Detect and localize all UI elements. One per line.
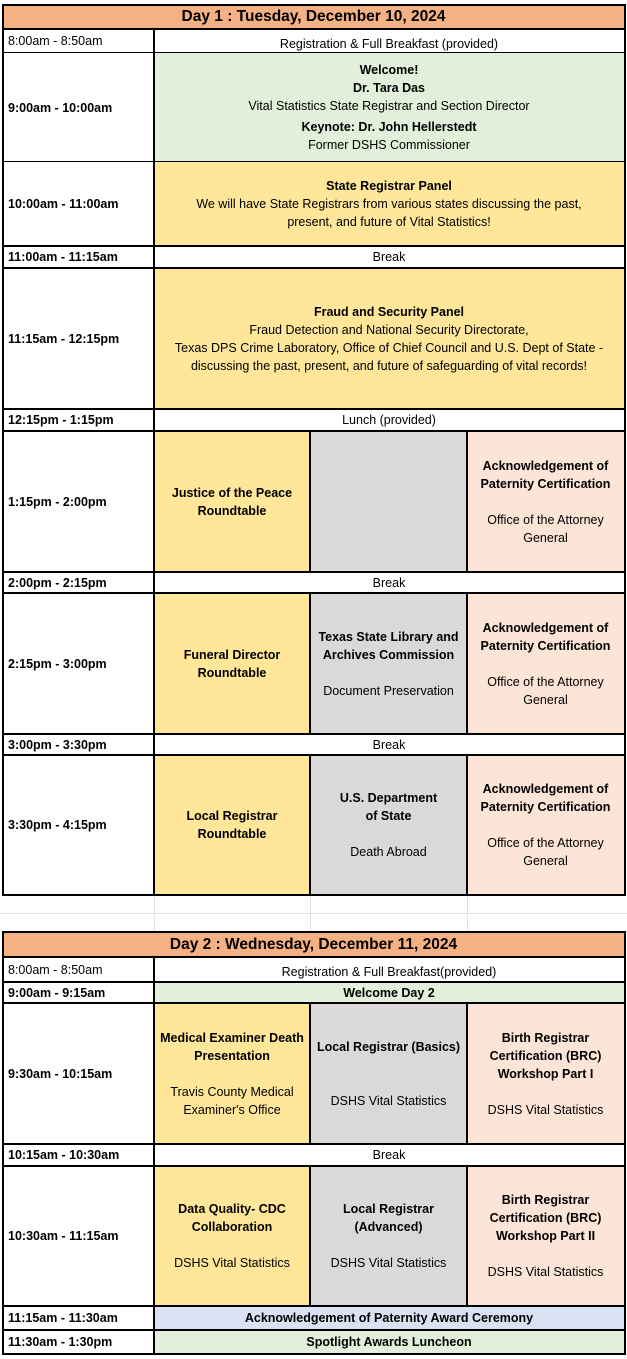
session-aop-certification [467, 431, 624, 572]
time-cell: 10:30am - 11:15am [8, 1229, 119, 1243]
session-title: Birth Registrar Certification (BRC) Workshop Part II [489, 1193, 602, 1243]
time-cell: 11:15am - 11:30am [8, 1311, 118, 1325]
session-presenter: Document Preservation [323, 683, 454, 698]
time-cell: 8:00am - 8:50am [8, 34, 103, 48]
speaker-title: Vital Statistics State Registrar and Section Director [248, 99, 530, 113]
session-aop-certification [467, 755, 624, 895]
session-empty [310, 431, 467, 572]
time-cell: 11:30am - 1:30pm [8, 1335, 113, 1349]
time-cell: 11:15am - 12:15pm [8, 331, 120, 346]
session-presenter: DSHS Vital Statistics [487, 1102, 604, 1117]
session-welcome [154, 53, 624, 162]
session-description: We will have State Registrars from various states discussing the past, [196, 197, 582, 211]
session-funeral-roundtable: Funeral Director Roundtable [154, 593, 310, 734]
session-brc-workshop-2 [467, 1166, 624, 1306]
session-spotlight-luncheon: Spotlight Awards Luncheon [154, 1330, 624, 1354]
session-tslac [310, 593, 467, 734]
session-jp-roundtable: Justice of the Peace Roundtable [154, 431, 310, 572]
session-title: Fraud and Security Panel [313, 304, 465, 319]
session-aop-certification [467, 593, 624, 734]
session-title: Medical Examiner Death Presentation [160, 1030, 304, 1063]
session-title: Acknowledgement of Paternity Certification [480, 458, 611, 491]
session-us-state-dept [310, 755, 467, 895]
session-break: Break [372, 1148, 406, 1162]
session-presenter: Death Abroad [350, 845, 427, 859]
session-title: U.S. Department of State [339, 791, 438, 823]
session-local-registrar-roundtable: Local Registrar Roundtable [154, 755, 310, 895]
session-welcome-day2: Welcome Day 2 [154, 982, 624, 1003]
time-cell: 2:15pm - 3:00pm [8, 656, 107, 671]
session-state-registrar-panel [154, 162, 624, 246]
time-cell: 11:00am - 11:15am [8, 250, 118, 264]
session-title: Local Registrar (Advanced) [342, 1202, 434, 1234]
session-title: State Registrar Panel [326, 179, 452, 193]
session-description: Texas DPS Crime Laboratory, Office of Chief Council and U.S. Dept of State - [174, 340, 604, 355]
session-break: Break [372, 737, 406, 752]
session-description: discussing the past, present, and future of safeguarding of vital records! [190, 358, 588, 373]
time-cell: 2:00pm - 2:15pm [8, 575, 107, 590]
speaker-name: Dr. Tara Das [352, 81, 426, 95]
session-presenter: Office of the Attorney General [487, 512, 604, 545]
session-description: Fraud Detection and National Security Directorate, [249, 322, 529, 337]
time-cell: 10:15am - 10:30am [8, 1148, 120, 1162]
session-aop-award-ceremony: Acknowledgement of Paternity Award Ceremony [154, 1306, 624, 1330]
session-title: Acknowledgement of Paternity Certification [480, 782, 611, 814]
session-break: Break [372, 250, 406, 264]
day2-header: Day 2 : Wednesday, December 11, 2024 [3, 932, 624, 957]
session-title: Data Quality- CDC Collaboration [178, 1202, 286, 1234]
session-fraud-security-panel [154, 268, 624, 409]
session-local-registrar-basics [310, 1003, 467, 1144]
time-cell: 1:15pm - 2:00pm [8, 494, 107, 509]
time-cell: 3:00pm - 3:30pm [8, 737, 107, 752]
time-cell: 10:00am - 11:00am [8, 197, 119, 211]
session-presenter: Office of the Attorney General [487, 674, 604, 707]
session-title: Local Registrar (Basics) [316, 1039, 461, 1054]
session-data-quality [154, 1166, 310, 1306]
session-presenter: DSHS Vital Statistics [487, 1265, 604, 1279]
time-cell: 3:30pm - 4:15pm [8, 818, 107, 832]
day1-header: Day 1 : Tuesday, December 10, 2024 [3, 5, 624, 29]
session-registration: Registration & Full Breakfast (provided) [279, 36, 499, 51]
session-medical-examiner [154, 1003, 310, 1144]
session-title: Texas State Library and Archives Commission [318, 629, 459, 662]
session-registration: Registration & Full Breakfast(provided) [281, 965, 497, 979]
session-local-registrar-advanced [310, 1166, 467, 1306]
time-cell: 12:15pm - 1:15pm [8, 413, 114, 427]
session-lunch: Lunch (provided) [342, 413, 436, 427]
session-description: present, and future of Vital Statistics! [287, 215, 491, 229]
keynote-title: Former DSHS Commissioner [308, 138, 470, 152]
session-title: Acknowledgement of Paternity Certification [480, 620, 611, 653]
session-presenter: DSHS Vital Statistics [330, 1093, 447, 1108]
time-cell: 9:00am - 10:00am [8, 100, 113, 115]
session-presenter: Travis County Medical Examiner's Office [170, 1084, 294, 1117]
time-cell: 9:30am - 10:15am [8, 1066, 113, 1081]
session-brc-workshop-1 [467, 1003, 624, 1144]
time-cell: 9:00am - 9:15am [8, 985, 106, 1000]
session-break: Break [372, 575, 406, 590]
welcome-title: Welcome! [359, 63, 419, 77]
time-cell: 8:00am - 8:50am [8, 962, 103, 977]
session-title: Birth Registrar Certification (BRC) Workshop Part I [489, 1030, 602, 1081]
session-presenter: Office of the Attorney General [487, 836, 604, 868]
session-presenter: DSHS Vital Statistics [174, 1256, 290, 1270]
session-presenter: DSHS Vital Statistics [330, 1256, 447, 1270]
keynote-name: Keynote: Dr. John Hellerstedt [301, 120, 477, 134]
